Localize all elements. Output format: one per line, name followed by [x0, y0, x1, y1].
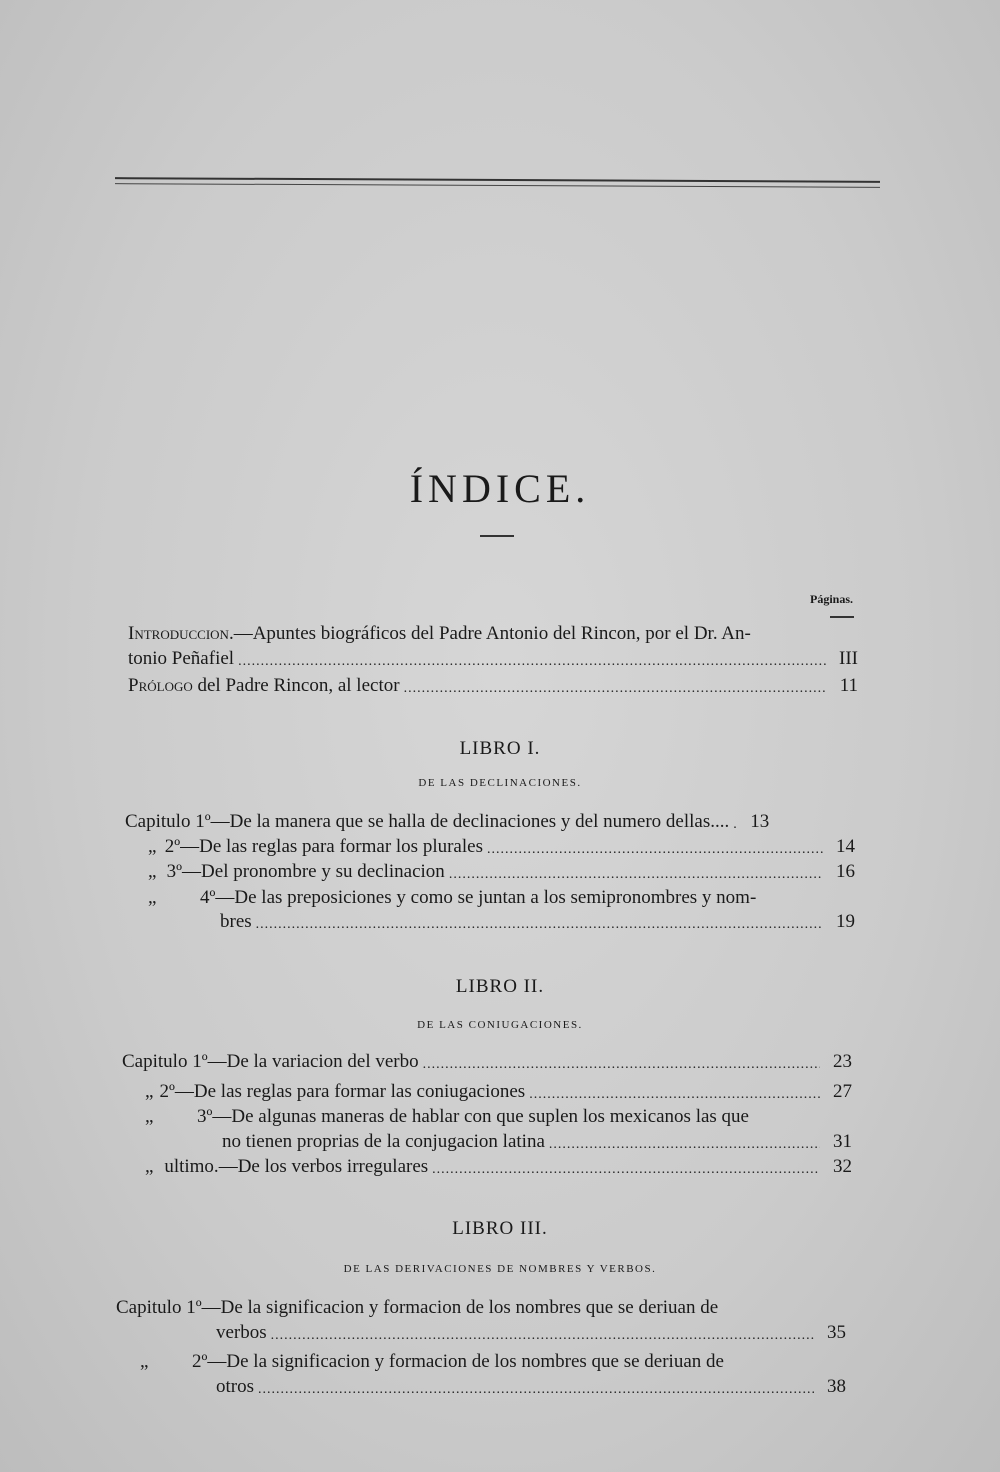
chapter-prefix: Capitulo	[125, 811, 191, 832]
libro-subheading: DE LAS DERIVACIONES DE NOMBRES Y VERBOS.	[343, 1263, 657, 1275]
toc-entry	[145, 1080, 852, 1103]
libro-subheading: DE LAS DECLINACIONES.	[418, 777, 582, 789]
toc-entry-prologo	[128, 674, 858, 697]
chapter-number: 1º	[195, 811, 211, 832]
chapter-number: 3º	[197, 1106, 213, 1127]
page-number: 23	[833, 1051, 852, 1072]
chapter-number: 4º	[200, 887, 216, 908]
dot-leader	[258, 1376, 814, 1396]
dot-leader	[271, 1322, 814, 1342]
entry-text-cont: bres	[220, 911, 252, 932]
libro-heading: LIBRO II.	[455, 976, 545, 997]
entry-head: Introduccion.	[128, 623, 234, 644]
dot-leader	[432, 1156, 820, 1176]
page-number: 13	[750, 811, 770, 832]
page-number: 16	[836, 861, 855, 882]
ditto-mark: „	[140, 1351, 149, 1372]
dot-leader	[487, 836, 823, 856]
toc-entry	[145, 1155, 852, 1178]
entry-text: —De los verbos irregulares	[218, 1156, 429, 1177]
page-number: 14	[836, 836, 855, 857]
dot-leader	[449, 861, 823, 881]
page-number: 19	[836, 911, 855, 932]
toc-entry	[122, 1050, 852, 1073]
ditto-mark: „	[148, 861, 157, 882]
top-rule	[115, 177, 880, 183]
toc-entry	[125, 810, 855, 833]
entry-text: —De la manera que se halla de declinaciones y del numero dellas....	[210, 811, 730, 832]
entry-text: —De las reglas para formar las coniugaciones	[174, 1081, 526, 1102]
dot-leader	[733, 811, 737, 831]
entry-text: —De la variacion del verbo	[207, 1051, 419, 1072]
chapter-number: 3º	[166, 861, 183, 882]
toc-entry	[145, 1105, 852, 1153]
ditto-mark: „	[145, 1081, 154, 1102]
dot-leader	[404, 675, 826, 695]
chapter-number: 1º	[186, 1297, 202, 1318]
toc-entry	[148, 860, 855, 883]
entry-text-cont: tonio Peñafiel	[128, 648, 235, 669]
ditto-mark: „	[148, 836, 157, 857]
dot-leader	[423, 1051, 820, 1071]
title-divider	[480, 535, 514, 537]
page-number: III	[839, 648, 858, 669]
chapter-prefix: Capitulo	[122, 1051, 188, 1072]
toc-entry-introduccion	[128, 622, 858, 670]
chapter-number: 1º	[192, 1051, 208, 1072]
libro-heading: LIBRO III.	[452, 1218, 548, 1239]
chapter-number: 2º	[164, 836, 181, 857]
libro-heading: LIBRO I.	[459, 738, 541, 759]
dot-leader	[549, 1131, 820, 1151]
ditto-mark: „	[148, 887, 157, 908]
top-rule-thin	[115, 183, 880, 188]
toc-entry	[148, 835, 855, 858]
page-number: 31	[833, 1131, 852, 1152]
ditto-mark: „	[145, 1156, 154, 1177]
toc-entry	[140, 1350, 846, 1398]
entry-text: —De algunas maneras de hablar con que suplen los mexicanos las que	[212, 1106, 749, 1127]
page-number: 11	[839, 675, 858, 696]
entry-text: —Del pronombre y su declinacion	[182, 861, 445, 882]
paginas-divider	[830, 616, 854, 618]
entry-text-cont: verbos	[216, 1322, 267, 1343]
page-title: ÍNDICE.	[409, 466, 591, 511]
entry-text: —De las reglas para formar los plurales	[180, 836, 483, 857]
entry-head: Prólogo	[128, 675, 193, 696]
entry-text-cont: no tienen proprias de la conjugacion latina	[222, 1131, 545, 1152]
ditto-mark: „	[145, 1106, 154, 1127]
entry-text: —Apuntes biográficos del Padre Antonio del Rincon, por el Dr. An-	[233, 623, 751, 644]
page-number: 27	[833, 1081, 852, 1102]
page-number: 38	[827, 1376, 846, 1397]
page-number: 35	[827, 1322, 846, 1343]
chapter-prefix: Capitulo	[116, 1297, 182, 1318]
entry-text: —De las preposiciones y como se juntan a los semipronombres y nom-	[215, 887, 757, 908]
dot-leader	[256, 911, 823, 931]
entry-text: —De la significacion y formacion de los nombres que se deriuan de	[207, 1351, 724, 1372]
entry-text: —De la significacion y formacion de los nombres que se deriuan de	[201, 1297, 719, 1318]
chapter-number: 2º	[192, 1351, 208, 1372]
chapter-number: ultimo.	[164, 1156, 219, 1177]
toc-entry	[148, 886, 855, 933]
paginas-label: Páginas.	[810, 592, 854, 606]
libro-subheading: DE LAS CONIUGACIONES.	[417, 1019, 583, 1031]
dot-leader	[529, 1081, 820, 1101]
toc-entry	[116, 1296, 846, 1344]
dot-leader	[238, 648, 826, 668]
chapter-number: 2º	[159, 1081, 175, 1102]
entry-text-cont: otros	[216, 1376, 254, 1397]
entry-text: del Padre Rincon, al lector	[192, 675, 400, 696]
page-number: 32	[833, 1156, 852, 1177]
